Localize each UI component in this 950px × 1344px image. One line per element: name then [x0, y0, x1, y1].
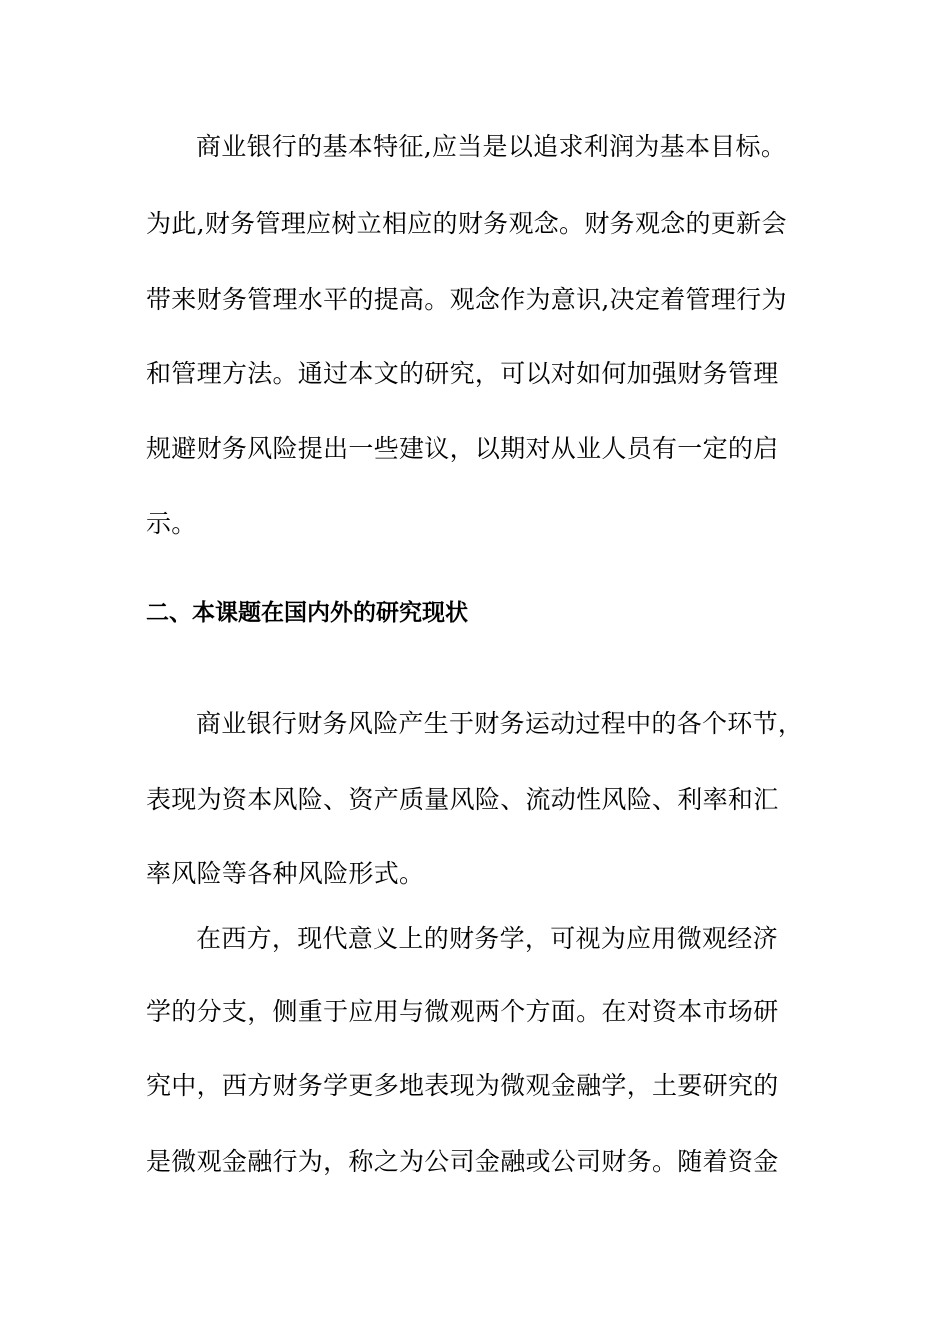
paragraph2-line-1: 商业银行财务风险产生于财务运动过程中的各个环节， — [196, 709, 804, 738]
paragraph2-line-3: 率风险等各种风险形式。 — [146, 859, 425, 888]
paragraph2-line-2: 表现为资本风险、资产质量风险、流动性风险、利率和汇 — [146, 785, 779, 814]
paragraph3-line-1: 在西方，现代意义上的财务学，可视为应用微观经济 — [196, 924, 778, 953]
paragraph3-line-4: 是微观金融行为，称之为公司金融或公司财务。随着资金 — [146, 1147, 779, 1176]
paragraph3-line-2: 学的分支，侧重于应用与微观两个方面。在对资本市场研 — [146, 997, 779, 1026]
paragraph3-line-3: 究中，西方财务学更多地表现为微观金融学，土要研究的 — [146, 1071, 779, 1100]
paragraph1-line-1: 商业银行的基本特征,应当是以追求利润为基本目标。 — [196, 132, 787, 161]
paragraph1-line-5: 规避财务风险提出一些建议，以期对从业人员有一定的启 — [146, 434, 779, 463]
paragraph1-line-4: 和管理方法。通过本文的研究，可以对如何加强财务管理 — [146, 359, 779, 388]
paragraph1-line-3: 带来财务管理水平的提高。观念作为意识,决定着管理行为 — [146, 285, 787, 314]
section-heading: 二、本课题在国内外的研究现状 — [146, 600, 468, 626]
paragraph1-line-2: 为此,财务管理应树立相应的财务观念。财务观念的更新会 — [146, 209, 787, 238]
paragraph1-line-6: 示。 — [146, 509, 197, 538]
